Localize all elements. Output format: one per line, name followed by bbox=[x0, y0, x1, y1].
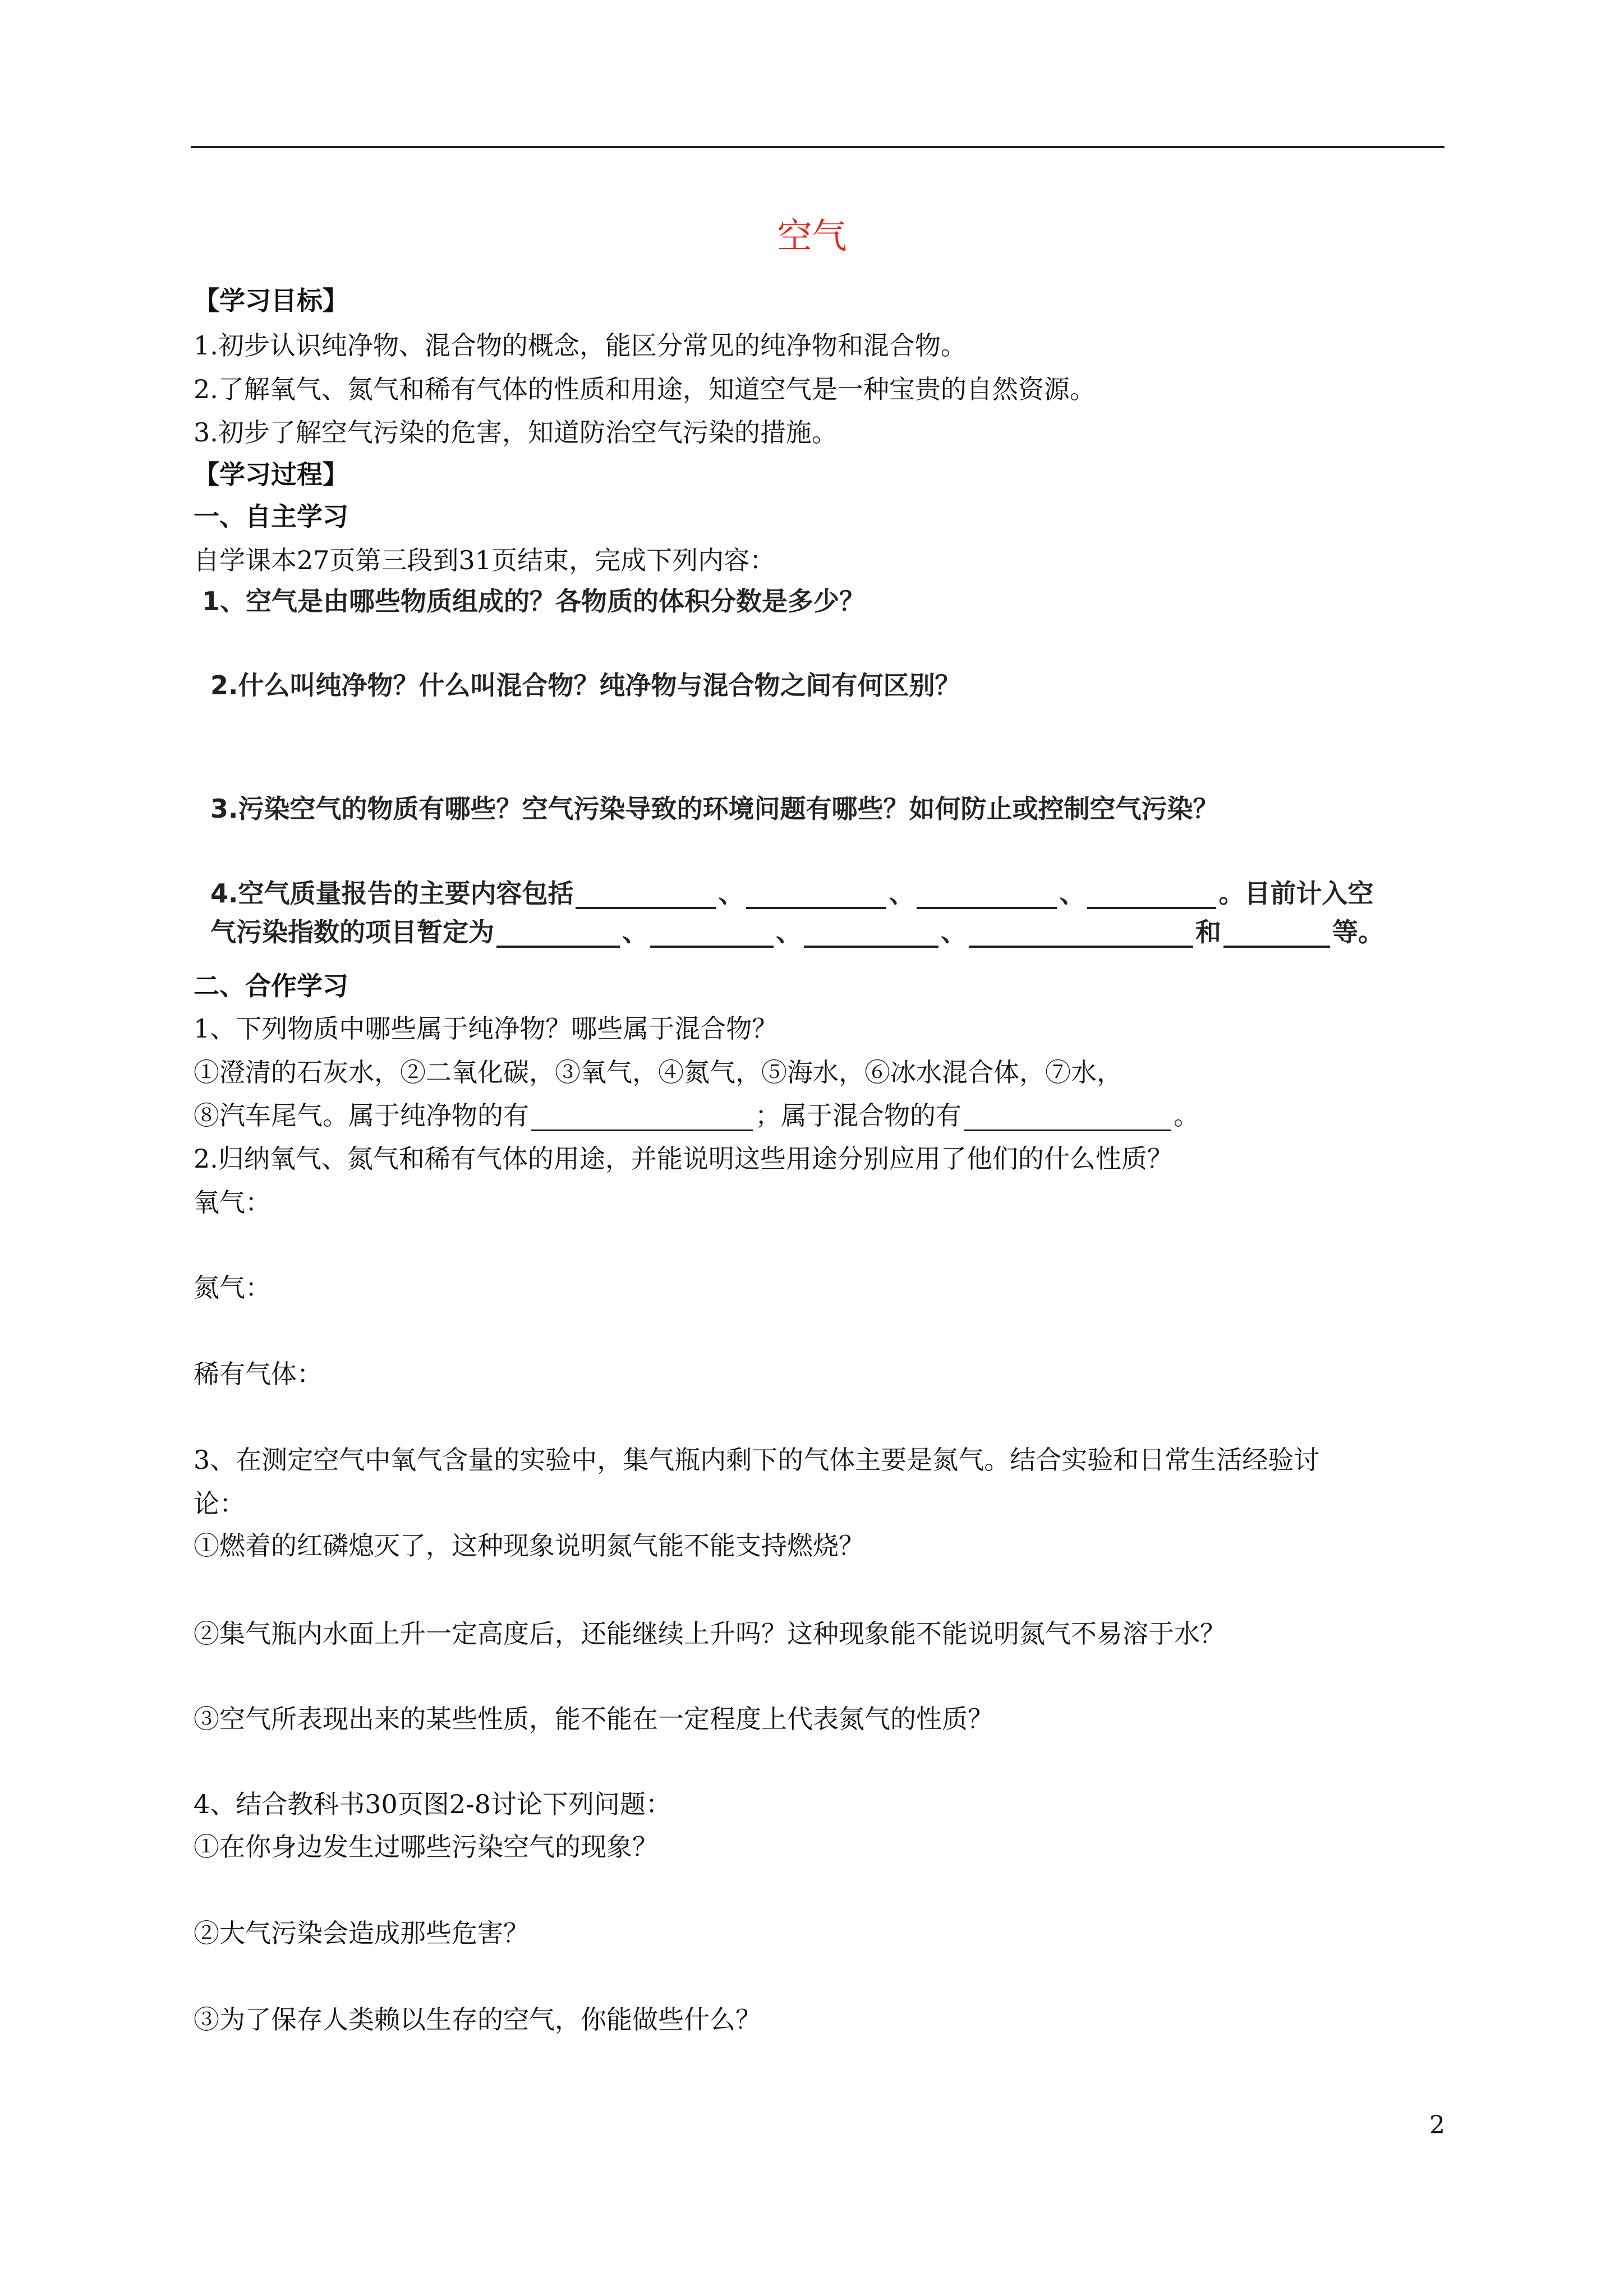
self-study-q2: 2.什么叫纯净物？什么叫混合物？纯净物与混合物之间有何区别？ bbox=[210, 670, 961, 700]
coop-heading: 二、合作学习 bbox=[194, 971, 348, 1001]
coop-q1: 1、下列物质中哪些属于纯净物？哪些属于混合物？ bbox=[194, 1013, 778, 1044]
answer-blank[interactable] bbox=[496, 919, 620, 948]
coop-q4-c: ③为了保存人类赖以生存的空气，你能做些什么？ bbox=[194, 2004, 761, 2035]
coop-q4-b: ②大气污染会造成那些危害？ bbox=[194, 1918, 529, 1948]
separator: 、 bbox=[941, 917, 967, 947]
self-study-heading: 一、自主学习 bbox=[194, 501, 348, 532]
process-heading: 【学习过程】 bbox=[194, 459, 348, 490]
mixtures-blank[interactable] bbox=[964, 1103, 1171, 1131]
answer-blank[interactable] bbox=[746, 880, 886, 909]
coop-q1-list1: ①澄清的石灰水，②二氧化碳，③氧气，④氮气，⑤海水，⑥冰水混合体，⑦水， bbox=[194, 1057, 1122, 1087]
pure-substances-blank[interactable] bbox=[531, 1103, 753, 1131]
coop-q3-c: ③空气所表现出来的某些性质，能不能在一定程度上代表氮气的性质？ bbox=[194, 1704, 993, 1734]
self-study-q4-line1 bbox=[210, 878, 1373, 909]
coop-q2: 2.归纳氧气、氮气和稀有气体的用途，并能说明这些用途分别应用了他们的什么性质？ bbox=[194, 1144, 1173, 1174]
goals-heading: 【学习目标】 bbox=[194, 285, 348, 316]
q4-line1-end: 。目前计入空 bbox=[1218, 878, 1374, 909]
coop-q3-line2: 论： bbox=[194, 1488, 245, 1519]
goal-item-3: 3.初步了解空气污染的危害，知道防治空气污染的措施。 bbox=[194, 417, 838, 448]
self-study-intro: 自学课本27页第三段到31页结束，完成下列内容： bbox=[194, 545, 776, 575]
q4-and: 和 bbox=[1195, 917, 1221, 947]
self-study-q4-line2 bbox=[210, 916, 1384, 948]
q4-line2-start: 气污染指数的项目暂定为 bbox=[210, 917, 494, 947]
answer-blank[interactable] bbox=[1087, 880, 1216, 909]
coop-q3-line1: 3、在测定空气中氧气含量的实验中，集气瓶内剩下的气体主要是氮气。结合实验和日常生活经验讨 bbox=[194, 1445, 1320, 1475]
coop-q3-b: ②集气瓶内水面上升一定高度后，还能继续上升吗？这种现象能不能说明氮气不易溶于水？ bbox=[194, 1619, 1226, 1649]
answer-blank[interactable] bbox=[804, 919, 938, 948]
goal-item-1: 1.初步认识纯净物、混合物的概念，能区分常见的纯净物和混合物。 bbox=[194, 330, 967, 361]
separator: 、 bbox=[776, 917, 802, 947]
self-study-q3: 3.污染空气的物质有哪些？空气污染导致的环境问题有哪些？如何防止或控制空气污染？ bbox=[210, 794, 1219, 824]
coop-q4: 4、结合教科书30页图2-8讨论下列问题： bbox=[194, 1789, 671, 1819]
coop-q3-a: ①燃着的红磷熄灭了，这种现象说明氮气能不能支持燃烧？ bbox=[194, 1530, 864, 1561]
answer-blank[interactable] bbox=[650, 919, 774, 948]
noble-gas-label: 稀有气体： bbox=[194, 1359, 323, 1389]
q4-line1-start: 4.空气质量报告的主要内容包括 bbox=[210, 878, 574, 909]
separator: 、 bbox=[1059, 878, 1085, 909]
answer-blank[interactable] bbox=[917, 880, 1057, 909]
goal-item-2: 2.了解氧气、氮气和稀有气体的性质和用途，知道空气是一种宝贵的自然资源。 bbox=[194, 374, 1096, 404]
page-number: 2 bbox=[1429, 2111, 1445, 2140]
self-study-q1: 1、空气是由哪些物质组成的？各物质的体积分数是多少？ bbox=[202, 586, 866, 616]
list2-end: 。 bbox=[1174, 1100, 1199, 1131]
answer-blank[interactable] bbox=[969, 919, 1193, 948]
header-rule bbox=[191, 146, 1444, 148]
separator: 、 bbox=[889, 878, 915, 909]
list2-mid: ；属于混合物的有 bbox=[755, 1100, 961, 1131]
q4-line2-end: 等。 bbox=[1332, 917, 1384, 947]
nitrogen-label: 氮气： bbox=[194, 1273, 271, 1303]
oxygen-label: 氧气： bbox=[194, 1187, 271, 1218]
answer-blank[interactable] bbox=[1223, 919, 1330, 948]
separator: 、 bbox=[718, 878, 744, 909]
list2-start: ⑧汽车尾气。属于纯净物的有 bbox=[194, 1100, 529, 1131]
separator: 、 bbox=[622, 917, 648, 947]
coop-q4-a: ①在你身边发生过哪些污染空气的现象？ bbox=[194, 1832, 658, 1862]
page-title: 空气 bbox=[777, 215, 847, 256]
coop-q1-list2 bbox=[194, 1100, 1199, 1131]
answer-blank[interactable] bbox=[576, 880, 716, 909]
